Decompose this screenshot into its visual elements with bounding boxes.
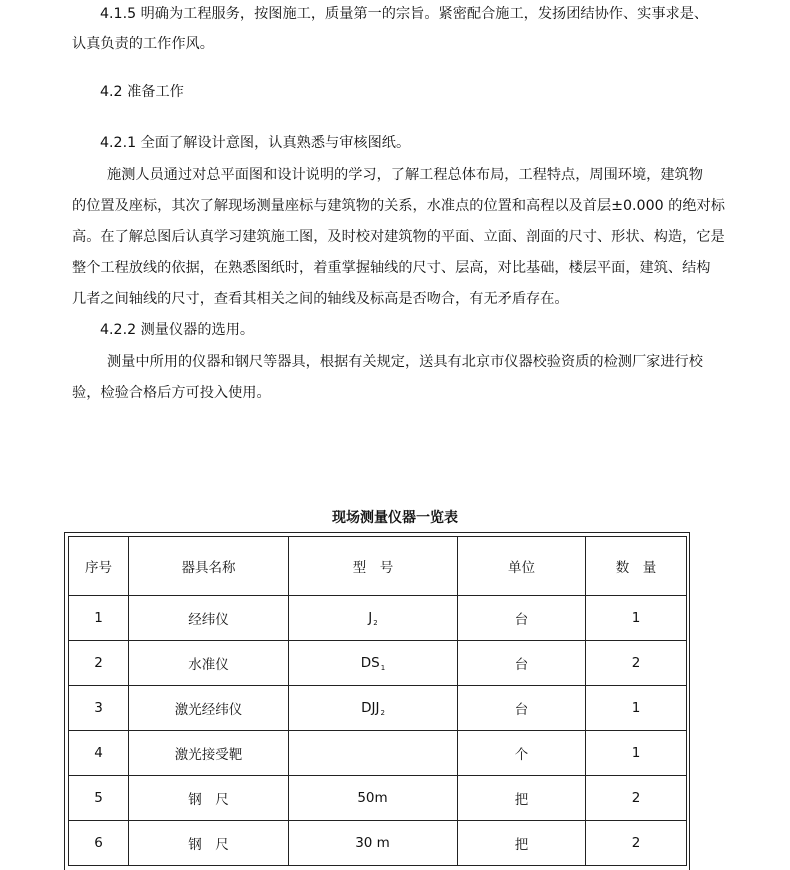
cell-instrument-name: 经纬仪 bbox=[129, 596, 289, 641]
cell-serial-number: 6 bbox=[69, 821, 129, 866]
cell-serial-number: 3 bbox=[69, 686, 129, 731]
cell-unit: 个 bbox=[458, 731, 586, 776]
table-row bbox=[69, 686, 687, 731]
cell-model bbox=[289, 641, 458, 686]
cell-serial-number: 5 bbox=[69, 776, 129, 821]
table-row bbox=[69, 731, 687, 776]
paragraph-instruments-line-2: 验，检验合格后方可投入使用。 bbox=[72, 385, 271, 401]
paragraph-4-2-2: 4.2.2 测量仪器的选用。 bbox=[100, 322, 255, 338]
header-model: 型 号 bbox=[289, 537, 458, 596]
table-row bbox=[69, 821, 687, 866]
header-serial-number: 序号 bbox=[69, 537, 129, 596]
cell-instrument-name: 钢 尺 bbox=[129, 776, 289, 821]
header-quantity: 数 量 bbox=[586, 537, 687, 596]
cell-unit: 台 bbox=[458, 686, 586, 731]
cell-quantity: 1 bbox=[586, 686, 687, 731]
model-subscript: 2 bbox=[380, 708, 385, 717]
cell-instrument-name: 水准仪 bbox=[129, 641, 289, 686]
header-instrument-name: 器具名称 bbox=[129, 537, 289, 596]
table-row bbox=[69, 776, 687, 821]
cell-instrument-name: 激光经纬仪 bbox=[129, 686, 289, 731]
cell-quantity: 2 bbox=[586, 821, 687, 866]
cell-model bbox=[289, 821, 458, 866]
model-subscript: 2 bbox=[373, 618, 378, 627]
section-heading-4-2: 4.2 准备工作 bbox=[100, 84, 184, 100]
table-title: 现场测量仪器一览表 bbox=[332, 510, 458, 526]
cell-unit: 把 bbox=[458, 821, 586, 866]
cell-model bbox=[289, 686, 458, 731]
cell-instrument-name: 钢 尺 bbox=[129, 821, 289, 866]
cell-quantity: 1 bbox=[586, 596, 687, 641]
header-unit: 单位 bbox=[458, 537, 586, 596]
model-text: DJJ bbox=[361, 699, 380, 716]
paragraph-instruments-line-1: 测量中所用的仪器和钢尺等器具，根据有关规定，送具有北京市仪器校验资质的检测厂家进行校 bbox=[107, 354, 703, 370]
cell-model bbox=[289, 776, 458, 821]
cell-unit: 台 bbox=[458, 641, 586, 686]
instrument-table-frame bbox=[64, 532, 690, 870]
model-text: 50m bbox=[357, 789, 388, 806]
cell-quantity: 2 bbox=[586, 776, 687, 821]
paragraph-4-2-1: 4.2.1 全面了解设计意图，认真熟悉与审核图纸。 bbox=[100, 135, 411, 151]
cell-quantity: 1 bbox=[586, 731, 687, 776]
cell-unit: 把 bbox=[458, 776, 586, 821]
paragraph-intro-line-5: 几者之间轴线的尺寸，查看其相关之间的轴线及标高是否吻合，有无矛盾存在。 bbox=[72, 291, 569, 307]
table-row bbox=[69, 596, 687, 641]
paragraph-intro-line-3: 高。在了解总图后认真学习建筑施工图，及时校对建筑物的平面、立面、剖面的尺寸、形状、构造，它是 bbox=[72, 229, 725, 245]
cell-serial-number: 4 bbox=[69, 731, 129, 776]
cell-unit: 台 bbox=[458, 596, 586, 641]
cell-quantity: 2 bbox=[586, 641, 687, 686]
paragraph-intro-line-4: 整个工程放线的依据，在熟悉图纸时，着重掌握轴线的尺寸、层高，对比基础，楼层平面，建筑、结构 bbox=[72, 260, 711, 276]
cell-serial-number: 1 bbox=[69, 596, 129, 641]
cell-model bbox=[289, 596, 458, 641]
paragraph-4-1-5-line-2: 认真负责的工作作风。 bbox=[72, 36, 214, 52]
cell-instrument-name: 激光接受靶 bbox=[129, 731, 289, 776]
table-header-row bbox=[69, 537, 687, 596]
paragraph-4-1-5-line-1: 4.1.5 明确为工程服务，按图施工，质量第一的宗旨。紧密配合施工，发扬团结协作、实事求是、 bbox=[100, 6, 709, 22]
paragraph-intro-line-2: 的位置及座标，其次了解现场测量座标与建筑物的关系，水准点的位置和高程以及首层±0.000 的绝对标 bbox=[72, 198, 725, 214]
cell-model bbox=[289, 731, 458, 776]
instrument-table bbox=[68, 536, 687, 866]
paragraph-intro-line-1: 施测人员通过对总平面图和设计说明的学习，了解工程总体布局，工程特点，周围环境，建筑物 bbox=[107, 167, 703, 183]
model-subscript: 1 bbox=[380, 663, 386, 672]
model-text: DS bbox=[360, 654, 380, 671]
table-row bbox=[69, 641, 687, 686]
model-text: 30 m bbox=[355, 834, 390, 851]
cell-serial-number: 2 bbox=[69, 641, 129, 686]
model-text: J bbox=[368, 609, 373, 626]
